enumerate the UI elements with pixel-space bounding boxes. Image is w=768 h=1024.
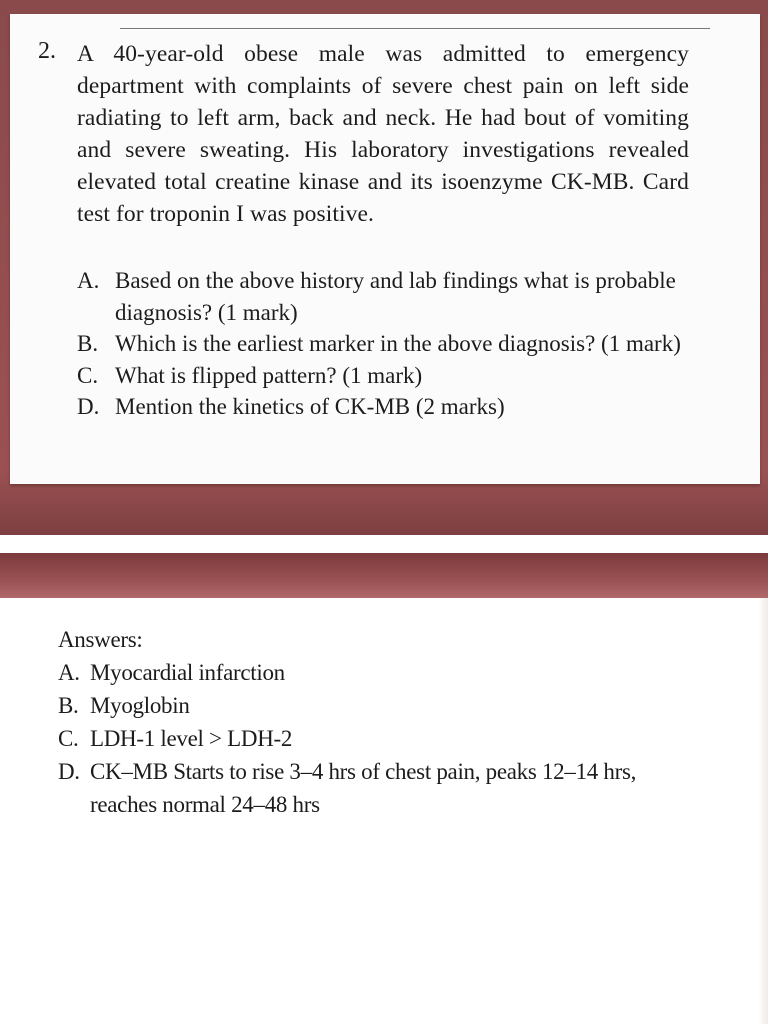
- option-letter: D.: [77, 394, 100, 419]
- option-letter: B.: [77, 331, 99, 356]
- option-letter: C.: [77, 362, 99, 388]
- answer-a: [58, 656, 698, 689]
- answers-title: Answers:: [58, 627, 143, 652]
- answer-c: [58, 722, 698, 755]
- answer-text: LDH-1 level > LDH-2: [90, 726, 293, 751]
- option-text: Mention the kinetics of CK-MB (2 marks): [115, 394, 505, 419]
- top-divider: [120, 28, 710, 29]
- paper-edge: [758, 598, 768, 1024]
- answer-letter: B.: [58, 693, 79, 718]
- answer-text: Myocardial infarction: [90, 660, 285, 685]
- question-stem: A 40-year-old obese male was admitted to emergency department with complaints of severe chest pain on left side radiating to left arm, back and neck. He had bout of vomiting and severe sweating. His laboratory investigations revealed elevated total creatine kinase and its isoenzyme CK-MB. Card test for troponin I was positive.: [77, 41, 689, 227]
- answer-d: [58, 755, 698, 821]
- answer-letter: A.: [58, 660, 80, 685]
- answer-text: Myoglobin: [90, 693, 190, 718]
- answer-text: CK–MB Starts to rise 3–4 hrs of chest pain, peaks 12–14 hrs, reaches normal 24–48 hrs: [90, 759, 637, 817]
- answer-letter: C.: [58, 726, 79, 751]
- option-text: What is flipped pattern? (1 mark): [115, 362, 423, 388]
- answers-block: [58, 623, 698, 821]
- option-a: [77, 265, 689, 328]
- option-text: Which is the earliest marker in the above diagnosis? (1 mark): [115, 331, 681, 356]
- question-number: 2.: [38, 38, 56, 64]
- option-letter: A.: [77, 268, 100, 293]
- option-c: [77, 360, 689, 392]
- photo-separator: [0, 535, 768, 553]
- answer-b: [58, 689, 698, 722]
- question-options: [77, 265, 689, 423]
- option-text: Based on the above history and lab findings what is probable diagnosis? (1 mark): [115, 268, 676, 325]
- option-b: [77, 328, 689, 360]
- answers-photo: [0, 553, 768, 1024]
- answer-letter: D.: [58, 759, 80, 784]
- background-band: [0, 553, 768, 598]
- option-d: [77, 391, 689, 423]
